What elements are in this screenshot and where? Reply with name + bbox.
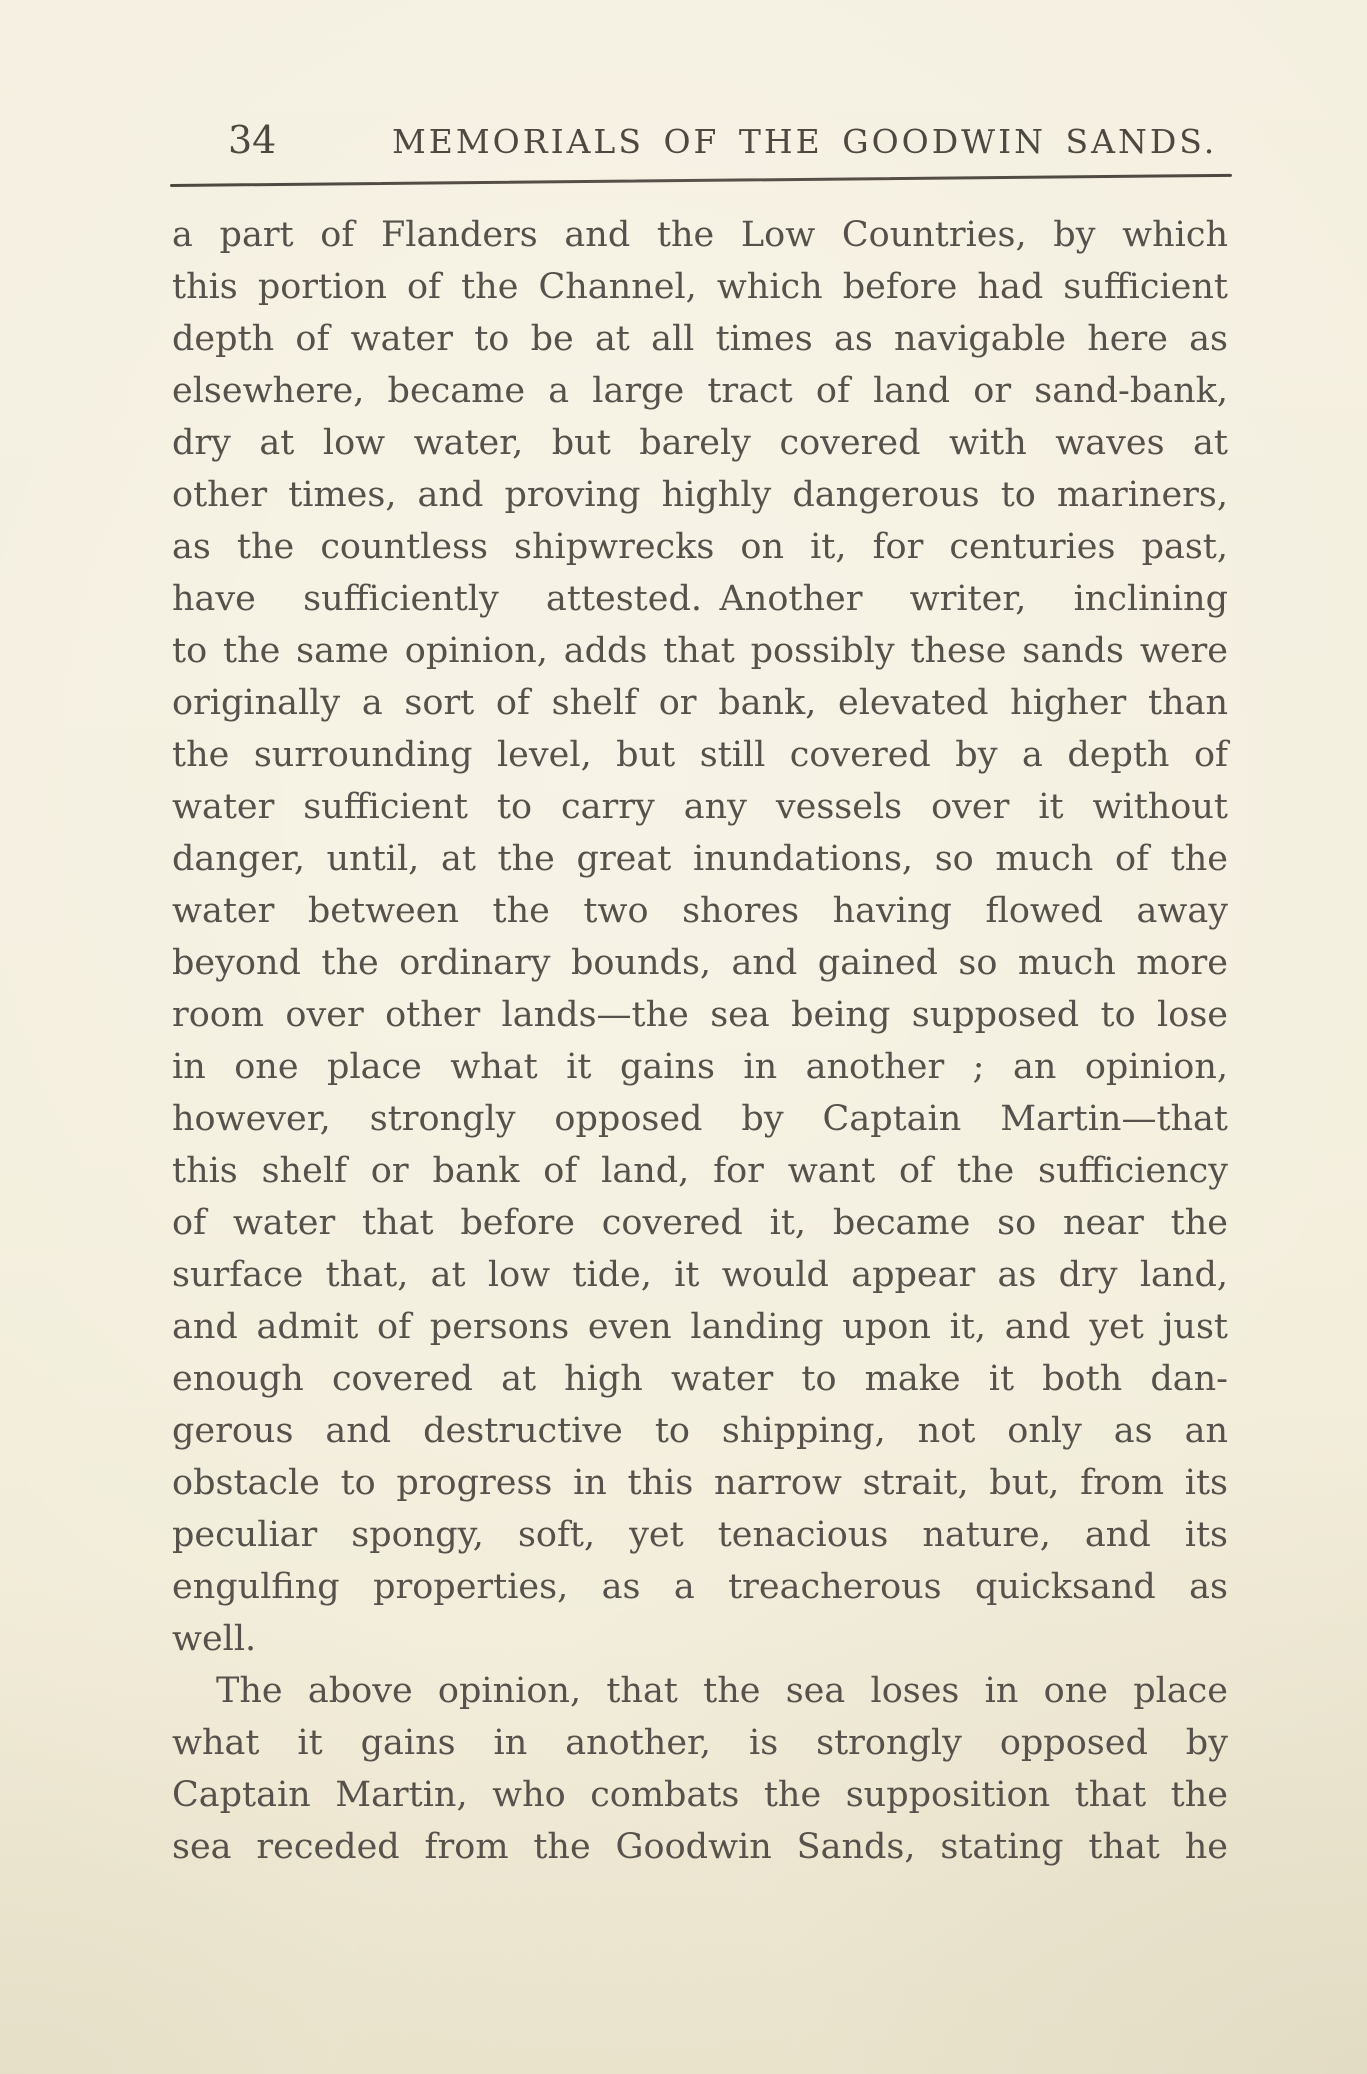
text-line: peculiar spongy, soft, yet tenacious nature, and its: [172, 1515, 1228, 1555]
text-line: The above opinion, that the sea loses in one place: [216, 1671, 1228, 1711]
page-body: [172, 209, 1228, 1873]
text-line: in one place what it gains in another ; an opinion,: [172, 1047, 1228, 1087]
text-line: obstacle to progress in this narrow strait, but, from its: [172, 1463, 1228, 1503]
text-line: danger, until, at the great inundations, so much of the: [172, 839, 1228, 879]
text-line: engulfing properties, as a treacherous quicksand as: [172, 1567, 1228, 1607]
text-line: water between the two shores having flowed away: [172, 891, 1228, 931]
text-line: depth of water to be at all times as navigable here as: [172, 319, 1228, 359]
text-line: have sufficiently attested. Another writer, inclining: [172, 579, 1228, 619]
text-line: surface that, at low tide, it would appear as dry land,: [172, 1255, 1228, 1295]
text-line: beyond the ordinary bounds, and gained so much more: [172, 943, 1228, 983]
text-line: of water that before covered it, became so near the: [172, 1203, 1228, 1243]
text-line: to the same opinion, adds that possibly these sands were: [172, 631, 1228, 671]
text-line: this portion of the Channel, which before had sufficient: [172, 267, 1228, 307]
text-line: what it gains in another, is strongly opposed by: [172, 1723, 1228, 1763]
text-line: water sufficient to carry any vessels over it without: [172, 787, 1228, 827]
text-line: originally a sort of shelf or bank, elevated higher than: [172, 683, 1228, 723]
paragraph: [172, 209, 1228, 1665]
text-line: dry at low water, but barely covered with waves at: [172, 423, 1228, 463]
text-line: elsewhere, became a large tract of land or sand-bank,: [172, 371, 1228, 411]
text-line: gerous and destructive to shipping, not only as an: [172, 1411, 1228, 1451]
text-line: a part of Flanders and the Low Countries, by which: [172, 215, 1228, 255]
text-line: room over other lands—the sea being supposed to lose: [172, 995, 1228, 1035]
running-header-title: MEMORIALS OF THE GOODWIN SANDS.: [392, 122, 1218, 161]
text-line: sea receded from the Goodwin Sands, stating that he: [172, 1827, 1228, 1867]
page-number: 34: [228, 118, 277, 162]
text-line: well.: [172, 1619, 257, 1659]
text-line: Captain Martin, who combats the supposition that the: [172, 1775, 1228, 1815]
text-line: however, strongly opposed by Captain Martin—that: [172, 1099, 1228, 1139]
text-line: the surrounding level, but still covered by a depth of: [172, 735, 1228, 775]
text-line: other times, and proving highly dangerous to mariners,: [172, 475, 1228, 515]
text-line: this shelf or bank of land, for want of the sufficiency: [172, 1151, 1228, 1191]
paragraph: [172, 1665, 1228, 1873]
header-rule: [170, 174, 1232, 187]
text-line: enough covered at high water to make it both dan-: [172, 1359, 1228, 1399]
text-line: as the countless shipwrecks on it, for centuries past,: [172, 527, 1228, 567]
text-line: and admit of persons even landing upon it, and yet just: [172, 1307, 1228, 1347]
